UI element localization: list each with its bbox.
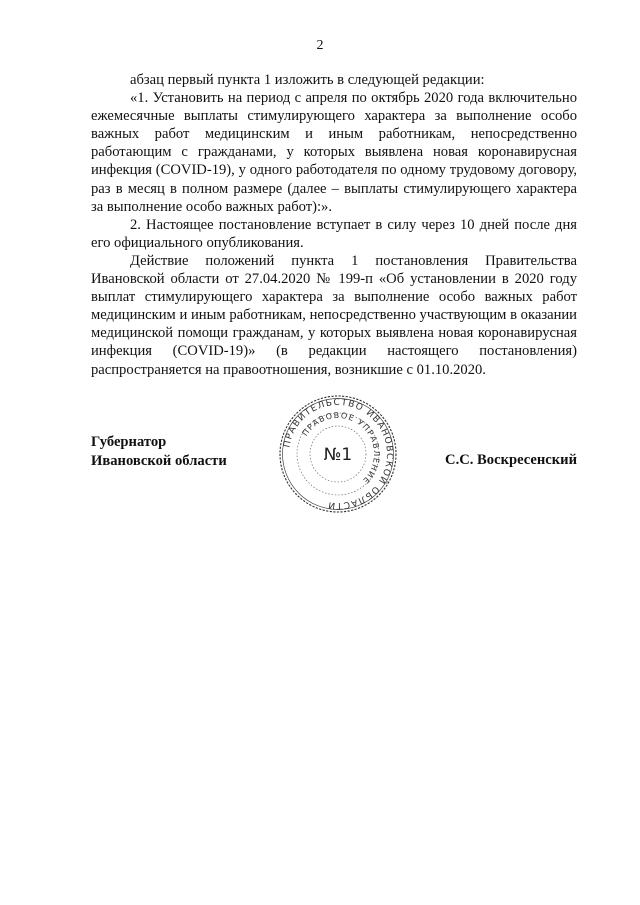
document-body	[91, 71, 577, 379]
signer-title-line2: Ивановской области	[91, 452, 227, 469]
seal-stamp-icon	[277, 393, 399, 515]
paragraph-retroactive-effect: Действие положений пункта 1 постановления Правительства Ивановской области от 27.04.2020 № 199-п «Об установлении в 2020 году выплат стимулирующего характера за выполнение особо важных работ медицинским и иным работникам, непосредственно участвующим в оказании медицинской помощи гражданам, у которых выявлена новая коронавирусная инфекция (COVID-19)» (в редакции настоящего постановления) распространяется на правоотношения, возникшие с 01.10.2020.	[91, 252, 577, 378]
paragraph-amendment-intro: абзац первый пункта 1 изложить в следующей редакции:	[130, 72, 485, 88]
signer-title-line1: Губернатор	[91, 434, 167, 450]
signer-position	[91, 433, 227, 470]
official-seal	[277, 393, 399, 515]
paragraph-amendment-text: «1. Установить на период с апреля по октябрь 2020 года включительно ежемесячные выплаты стимулирующего характера за выполнение особо важных работ медицинским и иным работникам, непосредственно работающим с гражданами, у которых выявлена новая коронавирусная инфекция (COVID-19), у одного работодателя по одному трудовому договору, раз в месяц в полном размере (далее – выплаты стимулирующего характера за выполнение особо важных работ):».	[91, 90, 577, 215]
seal-outer-text: ПРАВИТЕЛЬСТВО ИВАНОВСКОЙ ОБЛАСТИ	[282, 397, 395, 511]
paragraph-effective-date: 2. Настоящее постановление вступает в силу через 10 дней после дня его официального опубликования.	[91, 216, 577, 251]
seal-inner-text: ПРАВОВОЕ УПРАВЛЕНИЕ	[300, 410, 382, 486]
signer-name: С.С. Воскресенский	[445, 452, 577, 468]
seal-center-number: №1	[323, 445, 353, 465]
page-number: 2	[316, 38, 324, 53]
